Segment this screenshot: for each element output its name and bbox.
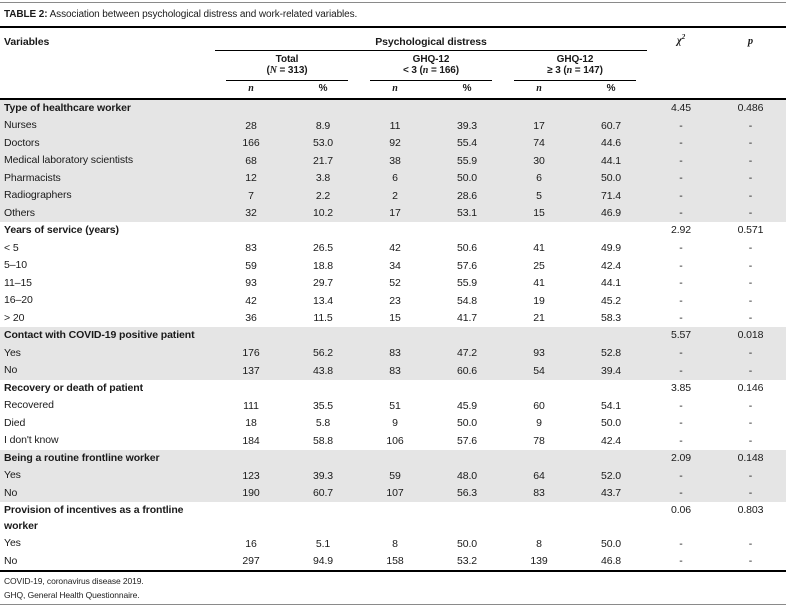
cell-value	[431, 327, 503, 345]
cell-p-value: 0.486	[737, 101, 764, 114]
table-row	[0, 292, 786, 310]
cell-value: 106	[386, 434, 404, 447]
footnotes	[0, 572, 786, 604]
cell-value: 42	[245, 294, 257, 307]
column-header-chi-square	[647, 28, 715, 51]
row-label: Type of healthcare worker	[4, 101, 131, 114]
cell-value: 83	[389, 347, 401, 359]
cell-p-value: -	[748, 364, 753, 377]
subgroup-ghq-ge3-line2: ≥ 3 (n = 147)	[547, 65, 603, 76]
section-row	[0, 100, 786, 118]
cell-value: 137	[242, 364, 260, 377]
cell-value: 60.6	[456, 364, 478, 377]
column-header-p-value: p	[747, 35, 754, 47]
cell-value: 12	[245, 172, 257, 184]
cell-p-value: -	[748, 537, 753, 550]
cell-value: 10.2	[312, 207, 334, 219]
cell-value	[359, 100, 431, 118]
row-label: 16–20	[4, 294, 33, 306]
cell-value: 56.2	[312, 347, 334, 359]
row-label: Pharmacists	[4, 171, 61, 184]
cell-value: 9	[536, 417, 542, 429]
cell-value: 5	[536, 189, 542, 202]
cell-value: 56.3	[456, 487, 478, 499]
table-row	[0, 205, 786, 223]
cell-value: 68	[245, 154, 257, 167]
cell-value	[215, 450, 287, 468]
cell-value	[287, 450, 359, 468]
cell-value	[431, 502, 503, 535]
chi-superscript: 2	[681, 33, 686, 41]
cell-value: 92	[389, 137, 401, 149]
footnote-covid: COVID-19, coronavirus disease 2019.	[4, 576, 144, 586]
cell-value: 32	[245, 207, 257, 219]
table-title-text: Association between psychological distress and work-related variables.	[47, 9, 358, 20]
cell-chi-square: 2.92	[670, 224, 692, 236]
cell-value: 3.8	[315, 172, 331, 184]
cell-p-value: -	[748, 487, 753, 499]
row-label: No	[4, 364, 18, 376]
table-row	[0, 135, 786, 153]
cell-value	[575, 327, 647, 345]
cell-value: 45.9	[456, 399, 478, 412]
cell-value: 42	[389, 242, 401, 254]
cell-value	[359, 502, 431, 535]
cell-chi-square: -	[679, 417, 683, 429]
table-row	[0, 240, 786, 258]
cell-value	[215, 222, 287, 240]
cell-value: 78	[533, 434, 545, 447]
cell-value: 139	[530, 555, 548, 567]
cell-value	[431, 222, 503, 240]
cell-value: 54.1	[600, 399, 622, 412]
cell-value	[359, 450, 431, 468]
cell-chi-square: -	[679, 172, 683, 184]
cell-chi-square: -	[679, 312, 683, 324]
cell-value: 53.0	[312, 137, 334, 149]
cell-p-value: -	[748, 399, 753, 412]
cell-value: 166	[242, 137, 260, 149]
cell-value: 44.1	[600, 277, 622, 289]
cell-p-value: -	[748, 277, 753, 289]
cell-chi-square: 3.85	[670, 381, 692, 394]
cell-value	[215, 502, 287, 535]
cell-p-value: -	[748, 294, 753, 307]
cell-chi-square: 4.45	[670, 101, 692, 114]
cell-value: 21	[533, 312, 545, 324]
cell-value	[503, 380, 575, 398]
cell-p-value: -	[748, 242, 753, 254]
cell-value: 158	[386, 555, 404, 567]
cell-chi-square: -	[679, 294, 683, 307]
cell-value	[215, 100, 287, 118]
cell-value: 52.8	[600, 347, 622, 359]
measure-header-pct-1: %	[318, 82, 328, 94]
cell-value: 83	[533, 487, 545, 499]
cell-value: 5.8	[315, 417, 331, 429]
cell-p-value: -	[748, 555, 753, 567]
row-label: No	[4, 554, 18, 567]
table-row	[0, 257, 786, 275]
cell-p-value: -	[748, 417, 753, 429]
cell-value: 48.0	[456, 469, 478, 482]
cell-value	[575, 100, 647, 118]
row-label: Years of service (years)	[4, 224, 119, 236]
cell-value: 53.1	[456, 207, 478, 219]
cell-value: 41.7	[456, 312, 478, 324]
cell-value: 43.7	[600, 487, 622, 499]
cell-chi-square: -	[679, 137, 683, 149]
section-row	[0, 327, 786, 345]
cell-value: 18.8	[312, 259, 334, 272]
cell-p-value: -	[748, 347, 753, 359]
cell-value: 93	[245, 277, 257, 289]
cell-value: 39.4	[600, 364, 622, 377]
cell-value: 83	[389, 364, 401, 377]
cell-p-value: -	[748, 312, 753, 324]
cell-chi-square: -	[679, 207, 683, 219]
cell-chi-square: -	[679, 119, 683, 132]
cell-value: 50.0	[600, 537, 622, 550]
cell-value: 57.6	[456, 259, 478, 272]
subgroup-total-line2: (N = 313)	[266, 65, 308, 76]
cell-value: 17	[389, 207, 401, 219]
section-row	[0, 450, 786, 468]
cell-value: 107	[386, 487, 404, 499]
cell-value: 53.2	[456, 555, 478, 567]
cell-value: 46.9	[600, 207, 622, 219]
cell-value: 35.5	[312, 399, 334, 412]
row-label: Yes	[4, 469, 21, 481]
cell-value: 15	[533, 207, 545, 219]
cell-chi-square: -	[679, 434, 683, 447]
cell-value: 60.7	[312, 487, 334, 499]
cell-value: 2.2	[315, 189, 331, 202]
row-label: Being a routine frontline worker	[4, 451, 160, 464]
row-label: 5–10	[4, 259, 27, 271]
cell-value: 55.9	[456, 154, 478, 167]
cell-value: 184	[242, 434, 260, 447]
footnote-ghq: GHQ, General Health Questionnaire.	[4, 589, 140, 600]
cell-value	[359, 380, 431, 398]
table-row	[0, 553, 786, 571]
cell-chi-square: -	[679, 487, 683, 499]
cell-p-value: -	[748, 137, 753, 149]
cell-value: 6	[536, 172, 542, 184]
cell-value: 50.6	[456, 242, 478, 254]
cell-value: 42.4	[600, 434, 622, 447]
cell-chi-square: 0.06	[670, 504, 692, 516]
row-label: Recovered	[4, 399, 54, 411]
row-label: Radiographers	[4, 189, 72, 201]
cell-value	[287, 327, 359, 345]
row-label: No	[4, 486, 18, 499]
paper-table-page	[0, 2, 786, 600]
section-row	[0, 502, 786, 535]
cell-value	[431, 380, 503, 398]
measure-header-n-1: n	[248, 82, 254, 94]
row-label: Yes	[4, 537, 21, 549]
subgroup-ghq-lt3-line1: GHQ-12	[412, 53, 450, 65]
cell-value: 46.8	[600, 555, 622, 567]
cell-value: 36	[245, 312, 257, 324]
cell-value: 58.8	[312, 434, 334, 447]
cell-value: 8	[536, 537, 542, 550]
cell-value	[359, 222, 431, 240]
cell-chi-square: -	[679, 154, 683, 167]
cell-value	[503, 222, 575, 240]
cell-value: 58.3	[600, 312, 622, 324]
measure-header-pct-3: %	[606, 82, 616, 94]
cell-value: 55.4	[456, 137, 478, 149]
cell-value: 17	[533, 119, 545, 132]
cell-p-value: -	[748, 154, 753, 167]
cell-chi-square: -	[679, 277, 683, 289]
table-row	[0, 275, 786, 293]
subgroup-total-line1: Total	[275, 53, 299, 65]
cell-chi-square: -	[679, 469, 683, 482]
cell-value	[503, 502, 575, 535]
cell-p-value: -	[748, 207, 753, 219]
cell-p-value: 0.148	[737, 451, 764, 464]
cell-p-value: -	[748, 172, 753, 184]
column-header-psychological-distress: Psychological distress	[215, 33, 647, 51]
cell-value	[215, 380, 287, 398]
cell-value: 52.0	[600, 469, 622, 482]
subgroup-ghq-lt3-line2: < 3 (n = 166)	[403, 65, 459, 76]
cell-value	[503, 450, 575, 468]
table-row	[0, 415, 786, 433]
cell-value: 83	[245, 242, 257, 254]
cell-value	[287, 502, 359, 535]
cell-value: 38	[389, 154, 401, 167]
cell-value: 50.0	[456, 537, 478, 550]
table-row	[0, 187, 786, 205]
cell-value: 29.7	[312, 277, 334, 289]
cell-p-value: -	[748, 189, 753, 202]
cell-chi-square: 5.57	[670, 329, 692, 341]
cell-value: 50.0	[600, 172, 622, 184]
cell-value	[575, 380, 647, 398]
row-label: > 20	[4, 311, 25, 324]
cell-value: 26.5	[312, 242, 334, 254]
cell-value: 111	[243, 399, 259, 412]
cell-value: 43.8	[312, 364, 334, 377]
row-label: Others	[4, 206, 35, 219]
cell-value: 6	[392, 172, 398, 184]
table-body	[0, 100, 786, 571]
subgroup-header-total	[226, 51, 348, 81]
cell-value: 190	[242, 487, 260, 499]
row-label: Provision of incentives as a frontline worker	[4, 504, 184, 532]
cell-value: 23	[389, 294, 401, 307]
cell-value: 9	[392, 417, 398, 429]
table-row	[0, 397, 786, 415]
measure-header-n-2: n	[392, 82, 398, 94]
cell-value	[575, 450, 647, 468]
cell-value: 8	[392, 537, 398, 550]
header-row-main	[0, 28, 786, 51]
measure-header-pct-2: %	[462, 82, 472, 94]
cell-value: 49.9	[600, 242, 622, 254]
cell-value	[431, 450, 503, 468]
cell-value: 57.6	[456, 434, 478, 447]
cell-value: 60.7	[600, 119, 622, 132]
cell-value: 60	[533, 399, 545, 412]
table-row	[0, 362, 786, 380]
cell-value: 50.0	[600, 417, 622, 429]
table-row	[0, 152, 786, 170]
cell-value: 59	[245, 259, 257, 272]
cell-value: 13.4	[312, 294, 334, 307]
cell-p-value: 0.571	[737, 224, 764, 236]
cell-value: 7	[248, 189, 254, 202]
measure-header-n-3: n	[536, 82, 542, 94]
cell-value: 16	[245, 537, 257, 550]
cell-value: 55.9	[456, 277, 478, 289]
row-label: Recovery or death of patient	[4, 381, 143, 394]
table-title-prefix: TABLE 2:	[4, 9, 48, 20]
cell-value: 2	[392, 189, 398, 202]
cell-value: 8.9	[315, 119, 331, 132]
cell-value: 176	[242, 347, 260, 359]
cell-value: 50.0	[456, 417, 478, 429]
cell-value: 41	[533, 277, 545, 289]
cell-value: 123	[242, 469, 260, 482]
column-header-variables: Variables	[4, 35, 50, 48]
cell-p-value: -	[748, 259, 753, 272]
cell-value: 11	[389, 119, 401, 132]
cell-value: 25	[533, 259, 545, 272]
row-label: < 5	[4, 241, 19, 254]
cell-chi-square: -	[679, 555, 683, 567]
cell-p-value: -	[748, 469, 753, 482]
cell-chi-square: -	[679, 189, 683, 202]
cell-p-value: 0.018	[737, 329, 764, 341]
cell-value: 39.3	[312, 469, 334, 482]
table-row	[0, 345, 786, 363]
cell-value	[503, 327, 575, 345]
row-label: Yes	[4, 346, 21, 359]
cell-p-value: 0.146	[737, 381, 764, 394]
cell-value: 15	[389, 312, 401, 324]
cell-value: 44.6	[600, 137, 622, 149]
header-row-measures	[0, 81, 786, 98]
row-label: 11–15	[4, 276, 32, 289]
cell-chi-square: -	[679, 242, 683, 254]
cell-value	[503, 100, 575, 118]
table-row	[0, 485, 786, 503]
cell-value: 94.9	[312, 555, 334, 567]
cell-value: 44.1	[600, 154, 622, 167]
cell-value: 47.2	[456, 347, 478, 359]
section-row	[0, 222, 786, 240]
cell-value: 28	[245, 119, 257, 132]
cell-value: 39.3	[456, 119, 478, 132]
cell-chi-square: -	[679, 347, 683, 359]
subgroup-ghq-ge3-line1: GHQ-12	[556, 53, 594, 65]
cell-value: 41	[533, 242, 545, 254]
table-row	[0, 535, 786, 553]
row-label: Medical laboratory scientists	[4, 154, 133, 166]
cell-value: 54	[533, 364, 545, 377]
cell-value: 64	[533, 469, 545, 482]
cell-value: 11.5	[313, 312, 333, 324]
cell-value: 21.7	[312, 154, 334, 167]
cell-value: 74	[533, 137, 545, 149]
cell-value: 5.1	[315, 537, 331, 550]
cell-value: 28.6	[456, 189, 478, 202]
cell-value: 45.2	[600, 294, 622, 307]
cell-value: 71.4	[600, 189, 622, 202]
cell-p-value: -	[748, 119, 753, 132]
row-label: Nurses	[4, 119, 37, 131]
section-row	[0, 380, 786, 398]
cell-value	[359, 327, 431, 345]
cell-value	[575, 222, 647, 240]
table-row	[0, 432, 786, 450]
cell-value: 50.0	[456, 172, 478, 184]
cell-value: 297	[242, 555, 260, 567]
cell-value: 18	[245, 417, 257, 429]
cell-p-value: -	[748, 434, 753, 447]
cell-chi-square: -	[679, 537, 683, 550]
cell-value	[215, 327, 287, 345]
cell-value: 42.4	[600, 259, 622, 272]
cell-chi-square: -	[679, 399, 683, 412]
cell-value: 34	[389, 259, 401, 272]
cell-value	[575, 502, 647, 535]
cell-chi-square: -	[679, 259, 683, 272]
cell-value	[287, 380, 359, 398]
cell-value: 93	[533, 347, 545, 359]
cell-value: 52	[389, 277, 401, 289]
row-label: Died	[4, 416, 26, 429]
cell-value	[287, 222, 359, 240]
header-row-subgroups	[0, 51, 786, 81]
cell-chi-square: 2.09	[670, 451, 692, 464]
cell-p-value: 0.803	[737, 504, 764, 516]
cell-value: 59	[389, 469, 401, 482]
row-label: Contact with COVID-19 positive patient	[4, 329, 195, 341]
cell-value: 30	[533, 154, 545, 167]
row-label: Doctors	[4, 136, 40, 149]
cell-value	[287, 100, 359, 118]
table-title	[0, 3, 786, 26]
table-row	[0, 117, 786, 135]
cell-value	[431, 100, 503, 118]
chi-symbol: χ	[676, 35, 682, 47]
cell-value: 54.8	[456, 294, 478, 307]
subgroup-header-ghq-lt3	[370, 51, 492, 81]
row-label: I don't know	[4, 434, 59, 446]
subgroup-header-ghq-ge3	[514, 51, 636, 81]
cell-chi-square: -	[679, 364, 683, 377]
cell-value: 19	[533, 294, 545, 307]
table-row	[0, 170, 786, 188]
table-row	[0, 310, 786, 328]
cell-value: 51	[389, 399, 401, 412]
table-row	[0, 467, 786, 485]
